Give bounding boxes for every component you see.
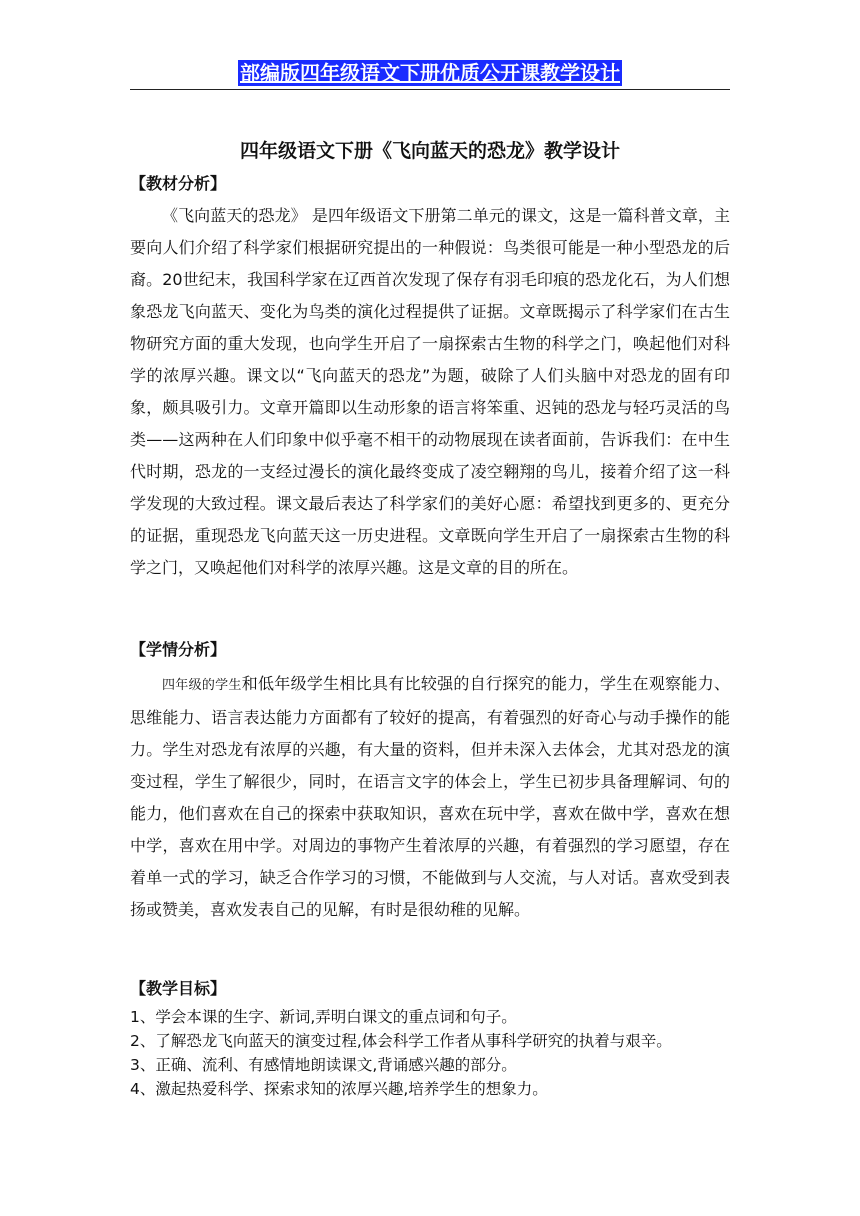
goal-item: 3、正确、流利、有感情地朗读课文,背诵感兴趣的部分。: [130, 1056, 517, 1074]
goal-item: 1、学会本课的生字、新词,弄明白课文的重点词和句子。: [130, 1008, 517, 1026]
goal-item: 2、了解恐龙飞向蓝天的演变过程,体会科学工作者从事科学研究的执着与艰辛。: [130, 1032, 672, 1050]
section-heading-textbook-analysis: 【教材分析】: [130, 174, 227, 193]
page-header: [130, 60, 730, 86]
teaching-goals-list: [130, 1005, 750, 1101]
section-heading-teaching-goals: 【教学目标】: [130, 979, 227, 998]
goal-item: 4、激起热爱科学、探索求知的浓厚兴趣,培养学生的想象力。: [130, 1080, 548, 1098]
paragraph-lead-text: 四年级的学生: [162, 678, 242, 693]
paragraph-body-text: 和低年级学生相比具有比较强的自行探究的能力，学生在观察能力、思维能力、语言表达能力方面都有了较好的提高，有着强烈的好奇心与动手操作的能力。学生对恐龙有浓厚的兴趣，有大量的资料，但并未深入去体会，尤其对恐龙的演变过程，学生了解很少，同时，在语言文字的体会上，学生已初步具备理解词、句的能力，他们喜欢在自己的探索中获取知识，喜欢在玩中学，喜欢在做中学，喜欢在想中学，喜欢在用中学。对周边的事物产生着浓厚的兴趣，有着强烈的学习愿望，存在着单一式的学习，缺乏合作学习的习惯，不能做到与人交流，与人对话。喜欢受到表扬或赞美，喜欢发表自己的见解，有时是很幼稚的见解。: [130, 674, 730, 919]
document-title: 四年级语文下册《飞向蓝天的恐龙》教学设计: [239, 140, 620, 162]
paragraph-textbook-analysis: 《飞向蓝天的恐龙》 是四年级语文下册第二单元的课文，这是一篇科普文章，主要向人们介绍了科学家们根据研究提出的一种假说：鸟类很可能是一种小型恐龙的后裔。20世纪末，我国科学家在辽西首次发现了保存有羽毛印痕的恐龙化石，为人们想象恐龙飞向蓝天、变化为鸟类的演化过程提供了证据。文章既揭示了科学家们在古生物研究方面的重大发现，也向学生开启了一扇探索古生物的科学之门，唤起他们对科学的浓厚兴趣。课文以“飞向蓝天的恐龙”为题，破除了人们头脑中对恐龙的固有印象，颇具吸引力。文章开篇即以生动形象的语言将笨重、迟钝的恐龙与轻巧灵活的鸟类——这两种在人们印象中似乎毫不相干的动物展现在读者面前，告诉我们：在中生代时期，恐龙的一支经过漫长的演化最终变成了凌空翱翔的鸟儿，接着介绍了这一科学发现的大致过程。课文最后表达了科学家们的美好心愿：希望找到更多的、更充分的证据，重现恐龙飞向蓝天这一历史进程。文章既向学生开启了一扇探索古生物的科学之门，又唤起他们对科学的浓厚兴趣。这是文章的目的所在。: [130, 206, 730, 577]
section-heading-student-analysis: 【学情分析】: [130, 640, 227, 659]
header-banner: 部编版四年级语文下册优质公开课教学设计: [240, 61, 620, 85]
paragraph-student-analysis: [130, 668, 730, 926]
header-divider: [130, 89, 730, 90]
